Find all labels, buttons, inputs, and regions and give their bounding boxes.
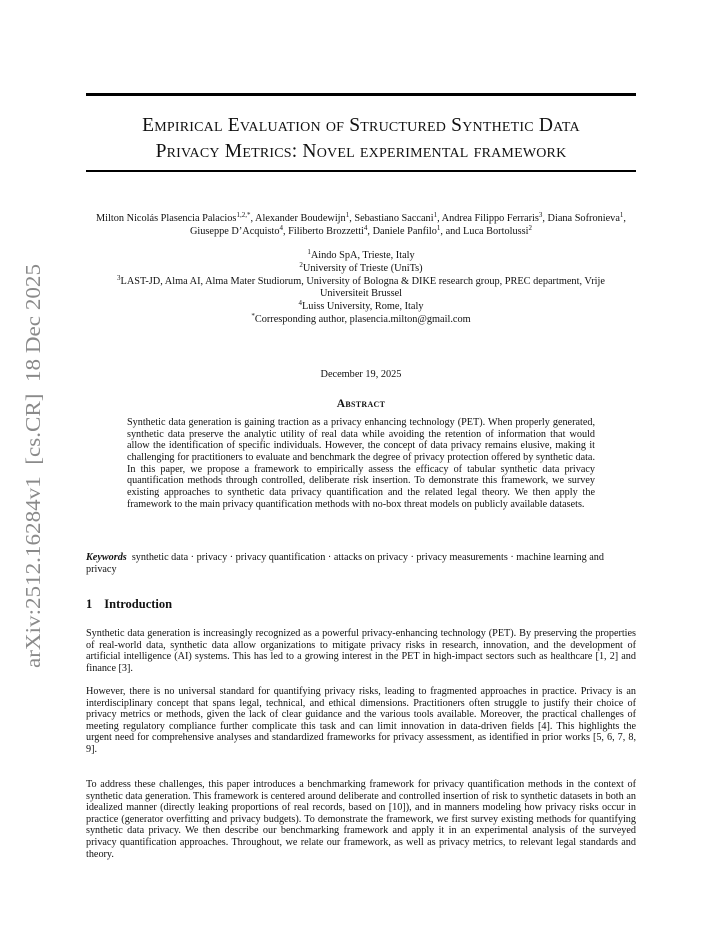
- affiliation-list: [86, 250, 636, 327]
- author-name: Alexander Boudewijn: [255, 213, 346, 224]
- author-name: Sebastiano Saccani: [354, 213, 434, 224]
- affiliation-mark: 3: [117, 273, 121, 282]
- author-name: Daniele Panfilo: [372, 226, 437, 237]
- affiliation-text: Universiteit Brussel: [319, 288, 403, 300]
- affiliation-text: LAST-JD, Alma AI, Alma Mater Studiorum, University of Bologna & DIKE research group, PREC department, Vrije: [120, 275, 605, 287]
- author-separator: ,: [437, 213, 442, 224]
- affiliation-line: [86, 260, 636, 276]
- author-name: Andrea Filippo Ferraris: [441, 213, 539, 224]
- author-separator: , and: [440, 226, 464, 237]
- author-list: [86, 212, 636, 238]
- author-separator: ,: [282, 226, 289, 237]
- author-affiliation-mark: 4: [363, 224, 368, 232]
- title-line-2: Privacy Metrics: Novel experimental framework: [155, 141, 567, 162]
- keywords: [86, 552, 636, 576]
- author-separator: ,: [542, 213, 548, 224]
- author-name: Giuseppe D’Acquisto: [189, 226, 280, 237]
- title-rule-top: [86, 93, 636, 96]
- arxiv-identifier: arXiv:2512.16284v1 [cs.CR] 18 Dec 2025: [21, 291, 45, 668]
- keywords-label: Keywords: [86, 552, 127, 563]
- title-rule-bottom: [86, 170, 636, 172]
- title-line-1: Empirical Evaluation of Structured Synthetic Data: [142, 115, 580, 136]
- affiliation-line: [86, 250, 636, 263]
- author-separator: ,: [349, 213, 355, 224]
- author-affiliation-mark: 1,2,*: [236, 211, 251, 219]
- author-name: Diana Sofronieva: [547, 213, 620, 224]
- author-affiliation-mark: 1: [436, 224, 441, 232]
- publication-date: December 19, 2025: [320, 369, 402, 380]
- author-affiliation-mark: 2: [528, 224, 533, 232]
- body-paragraph: However, there is no universal standard for quantifying privacy risks, leading to fragmented approaches in practice. Privacy is an interdisciplinary concept that spans legal, technical, and ethical dimensions. Practitioners often struggle to justify their choice of privacy metrics or methods, given the lack of clear guidance and the various tools available. Moreover, the practical challenges of meeting regulatory compliance further complicate this task and can limit innovation in data-driven fields [4]. This highlights the urgent need for comprehensive analyses and standardized frameworks for privacy assessment, as identified in prior works [5, 6, 7, 8, 9].: [86, 686, 636, 755]
- abstract-heading: Abstract: [336, 398, 386, 410]
- author-separator: ,: [623, 213, 626, 224]
- section-heading: [86, 597, 172, 612]
- author-name: Filiberto Brozzetti: [288, 226, 364, 237]
- affiliation-mark: 2: [299, 260, 303, 269]
- author-affiliation-mark: 1: [619, 211, 624, 219]
- author-affiliation-mark: 4: [279, 224, 283, 232]
- affiliation-mark: 4: [298, 299, 303, 308]
- body-paragraph: To address these challenges, this paper introduces a benchmarking framework for privacy quantification methods in the context of synthetic data generation. This framework is centered around deliberate and controlled insertion of risk to synthetic datasets in both an idealized manner (directly leaking proportions of real records, based on [10]), and in manners modeling how privacy risks occur in practice (generator overfitting and privacy budgets). To demonstrate the framework, we first survey existing methods for quantifying synthetic data privacy. We then describe our benchmarking framework and apply it in an experimental analysis of the surveyed privacy quantification approaches. Throughout, we relate our framework, as well as privacy metrics, to relevant legal standards and theory.: [86, 779, 636, 860]
- affiliation-line: [86, 288, 636, 301]
- affiliation-line: [86, 273, 636, 289]
- body-paragraph: Synthetic data generation is increasingly recognized as a powerful privacy-enhancing technology (PET). By preserving the properties of real-world data, synthetic data allow organizations to mitigate privacy risks in research, innovation, and the development of artificial intelligence (AI) systems. This has led to a growing interest in the PET in high-impact sectors such as healthcare [1, 2] and finance [3].: [86, 628, 636, 674]
- affiliation-text: Luiss University, Rome, Italy: [302, 301, 424, 313]
- abstract-text: Synthetic data generation is gaining traction as a privacy enhancing technology (PET). When properly generated, synthetic data preserve the analytic utility of real data while avoiding the retention of information that would allow the identification of specific individuals. However, the concept of data privacy remains elusive, making it challenging for practitioners to evaluate and benchmark the degree of privacy protection offered by synthetic data. In this paper, we propose a framework to empirically assess the efficacy of tabular synthetic data privacy quantification methods through controlled, deliberate risk insertion. To demonstrate this framework, we survey existing approaches to synthetic data privacy quantification and the related legal theory. We then apply the framework to the main privacy quantification methods with no-box threat models on publicly available datasets.: [127, 417, 595, 510]
- affiliation-text: Aindo SpA, Trieste, Italy: [310, 250, 415, 261]
- arxiv-stamp: [18, 262, 48, 674]
- paper-title: [86, 113, 636, 165]
- author-affiliation-mark: 3: [538, 211, 543, 219]
- affiliation-mark: *: [251, 311, 255, 320]
- affiliation-text: University of Trieste (UniTs): [302, 262, 423, 274]
- affiliation-text: Corresponding author, plasencia.milton@gmail.com: [254, 313, 471, 325]
- keywords-text: synthetic data · privacy · privacy quantification · attacks on privacy · privacy measurements · machine learning and privacy: [86, 552, 604, 575]
- author-separator: ,: [367, 226, 373, 237]
- section-number: 1: [86, 597, 93, 611]
- affiliation-line: [86, 311, 636, 327]
- author-name: Luca Bortolussi: [463, 226, 529, 237]
- author-separator: ,: [250, 213, 256, 224]
- section-title: Introduction: [104, 597, 173, 611]
- author-name: Milton Nicolás Plasencia Palacios: [96, 213, 237, 224]
- author-affiliation-mark: 1: [433, 211, 438, 219]
- affiliation-mark: 1: [307, 248, 311, 256]
- affiliation-line: [86, 301, 636, 314]
- author-affiliation-mark: 1: [345, 211, 350, 219]
